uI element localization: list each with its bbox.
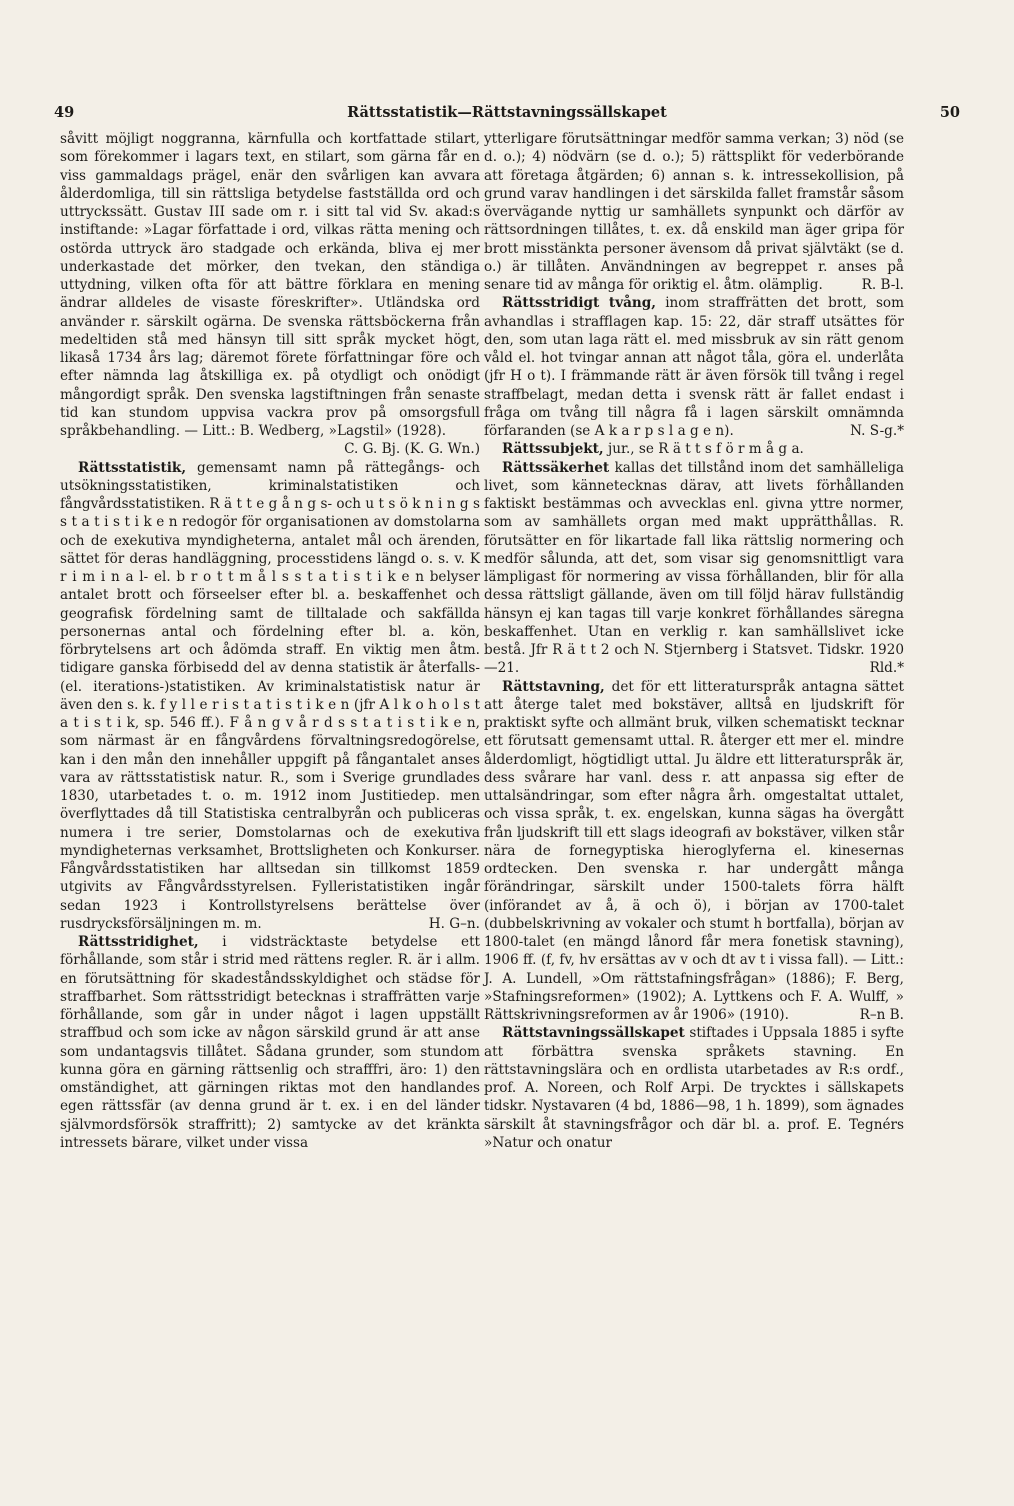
entry-text: det för ett litteraturspråk antagna sättet att återge talet med bokstäver, alltså en ljudskrift för praktiskt syfte och allmänt bruk, vilken schematiskt tecknar ett förutsatt gemensamt uttal. R. återger ett mer el. mindre ålderdomligt, högtidligt uttal. Ju äldre ett litteraturspråk är, dess svårare har vanl. dess r. att anpassa sig efter de uttalsändringar, som efter några årh. omgestaltat uttalet, och vissa språk, t. ex. engelskan, kunna sägas ha övergått från ljudskrift till ett slags ideografi av bokstäver, vilken står nära de fornegyptiska hieroglyferna el. kinesernas ordtecken. Den svenska r. har undergått många förändringar, särskilt under 1500-talets förra hälft (införandet av å, ä och ö), i början av 1700-talet (dubbelskrivning av vokaler och stumt h bortfalla), början av 1800-talet (en mängd lånord får mera fonetisk stavning), 1906 ff. (f, fv, hv ersättas av v och dt av t i vissa fall). — Litt.: J. A. Lundell, »Om rättstafningsfrågan» (1886); F. Berg, »Stafningsreformen» (1902); A. Lyttkens och F. A. Wulff, » Rättskrivningsreformen av år 1906» (1910). (484, 678, 904, 1023)
right-column (484, 130, 904, 1152)
entry-headword: Rättssäkerhet (502, 459, 610, 476)
entry-rattstavningssallskapet (484, 1024, 904, 1152)
page-number-right: 50 (939, 104, 960, 121)
entry-headword: Rättssubjekt, (502, 441, 604, 458)
running-title: Rättsstatistik—Rättstavningssällskapet (347, 104, 667, 121)
entry-rattsstridigt-tvang (484, 294, 904, 440)
entry-rattssubjekt (484, 440, 904, 458)
entry-text: i vidsträcktaste betydelse ett förhållande, som står i strid med rättens regler. R. är i allm. en förutsättning för skadeståndsskyldighet och städse för straffbarhet. Som rättsstridigt betecknas i straffrätten varje förhållande, som går in under något i lagen uppställt straffbud och som icke av någon särskild grund är att anse som undantagsvis tillåtet. Sådana grunder, som stundom kunna göra en gärning rättsenlig och strafffri, äro: 1) den omständighet, att gärningen riktas mot den handlandes egen rättssfär (av denna grund är t. ex. i en del länder självmordsförsök straffritt); 2) samtycke av det kränkta intressets bärare, vilket under vissa (60, 934, 480, 1151)
author-signature: C. G. Bj. (K. G. Wn.) (344, 441, 480, 458)
entry-text: stiftades i Uppsala 1885 i syfte att förbättra svenska språkets stavning. En rättstavningslära och en ordlista utarbetades av R:s ordf., prof. A. Noreen, och Rolf Arpi. De trycktes i sällskapets tidskr. Nystavaren (4 bd, 1886—98, 1 h. 1899), som ägnades särskilt åt stavningsfrågor och där bl. a. prof. E. Tegnérs »Natur och onatur (484, 1025, 904, 1151)
entry-headword: Rättstavningssällskapet (502, 1025, 685, 1042)
page-header (54, 104, 960, 128)
entry-rattsstridighet (60, 933, 480, 1152)
entry-headword: Rättsstridigt tvång, (502, 295, 657, 312)
entry-headword: Rättsstatistik, (78, 459, 187, 476)
author-signature: N. S-g.* (850, 423, 904, 439)
entry-text: ytterligare förutsättningar medför samma verkan; 3) nöd (se d. o.); 4) nödvärn (se d. o.); 5) rättsplikt för vederbörande att företaga åtgärden; 6) annan s. k. intressekollision, på grund varav handlingen i det särskilda fallet framstår såsom övervägande nyttig ur samhällets synpunkt och därför av rättsordningen tillåtes, t. ex. då enskild man äger gripa för brott misstänkta personer ävensom då privat självtäkt (se d. o.) är tillåten. Användningen av begreppet r. anses på senare tid av många för oriktig el. åtm. olämplig. (484, 131, 904, 293)
entry-text: inom straffrätten det brott, som avhandlas i strafflagen kap. 15: 22, där straff utsättes för den, som utan laga rätt el. med missbruk av sin rätt genom våld el. hot tvingar annan att något tåla, göra el. underlåta (jfr H o t). I främmande rätt är även försök till tvång i regel straffbelagt, medan detta i svensk rätt är fallet endast i fråga om tvång till några få i lagen särskilt omnämnda förfaranden (se A k a r p s l a g e n). (484, 295, 904, 439)
entry-text: jur., se R ä t t s f ö r m å g a. (603, 441, 804, 458)
author-signature: H. G–n. (428, 915, 480, 932)
page-number-left: 49 (54, 104, 75, 121)
author-signature: Rld.* (869, 660, 904, 677)
author-signature: R–n B. (859, 1007, 904, 1023)
entry-rattssakerhet (484, 459, 904, 678)
entry-text: såvitt möjligt noggranna, kärnfulla och kortfattade stilart, som förekommer i lagars text, en stilart, som gärna får en viss gammaldags prägel, enär den svårligen kan avvara ålderdomliga, till sin rättsliga betydelse fastställda ord och uttryckssätt. Gustav III sade om r. i sitt tal vid Sv. akad:s instiftande: »Lagar författade i ord, vilkas rätta mening och ostörda uttryck äro stadgade och erkända, bliva ej mer underkastade det mörker, den tvekan, den ständiga uttydning, vilken ofta för att bättre förklara en mening ändrar alldeles de visaste föreskrifter». Utländska ord använder r. särskilt ogärna. De svenska rättsböckerna från medeltiden stå med hänsyn till sitt språk mycket högt, likaså 1734 års lag; däremot förete författningar före och efter nämnda lag åtskilliga ex. på otydligt och onödigt mångordigt språk. Den svenska lagstiftningen från senaste tid kan stundom uppvisa vackra prov på omsorgsfull språkbehandling. — Litt.: B. Wedberg, »Lagstil» (1928). (60, 131, 480, 439)
entry-text: kallas det tillstånd inom det samhälleliga livet, som kännetecknas därav, att livets förhållanden faktiskt bestämmas och avvecklas enl. givna yttre normer, som av samhällets organ med makt upprätthållas. R. förutsätter en för likartade fall lika rättslig normering och medför sålunda, att det, som visar sig genomsnittligt vara lämpligast för normering av vissa förhållanden, blir för alla dessa rättsligt gällande, även om till följd härav fullständig hänsyn ej kan tagas till varje konkret förhållandes säregna beskaffenhet. Utan en verklig r. kan samhällslivet icke bestå. Jfr R ä t t 2 och N. Stjernberg i Statsvet. Tidskr. 1920—21. (484, 459, 904, 677)
entry-continuation (60, 130, 480, 458)
entry-continuation (484, 130, 904, 294)
left-column (60, 130, 480, 1152)
entry-text: gemensamt namn på rättegångs- och utsökningsstatistiken, kriminalstatistiken och fångvårdsstatistiken. R ä t t e g å n g s- och u t s ö k n i n g s s t a t i s t i k e n redogör för organisationen av domstolarna och de exekutiva myndigheterna, antalet mål och ärenden, sättet för deras handläggning, processtidens längd o. s. v. K r i m i n a l- el. b r o t t m å l s s t a t i s t i k e n belyser antalet brott och förseelser efter bl. a. beskaffenhet och geografisk fördelning samt de tilltalade och sakfällda personernas antal och fördelning efter bl. a. kön, förbrytelsens art och ådömda straff. En viktig men åtm. tidigare ganska förbisedd del av denna statistik är återfalls- (el. iterations-)statistiken. Av kriminalstatistisk natur är även den s. k. f y l l e r i s t a t i s t i k e n (jfr A l k o h o l s t a t i s t i k, sp. 546 ff.). F å n g v å r d s s t a t i s t i k e n, som närmast är en fångvårdens förvaltningsredogörelse, kan i den mån den innehåller uppgift på fångantalet anses vara av rättsstatistisk natur. R., som i Sverige grundlades 1830, utarbetades t. o. m. 1912 inom Justitiedep. men överflyttades då till Statistiska centralbyrån och publiceras numera i tre serier, Domstolarnas och de exekutiva myndigheternas verksamhet, Brottsligheten och Konkurser. Fångvårdsstatistiken har alltsedan sin tillkomst 1859 utgivits av Fångvårdsstyrelsen. Fylleristatistiken ingår sedan 1923 i Kontrollstyrelsens berättelse över rusdrycksförsäljningen m. m. (60, 459, 480, 932)
entry-headword: Rättsstridighet, (78, 934, 199, 950)
entry-rattsstatistik (60, 459, 480, 934)
author-signature: R. B-l. (861, 277, 904, 293)
entry-headword: Rättstavning, (502, 678, 605, 695)
entry-rattstavning (484, 678, 904, 1025)
